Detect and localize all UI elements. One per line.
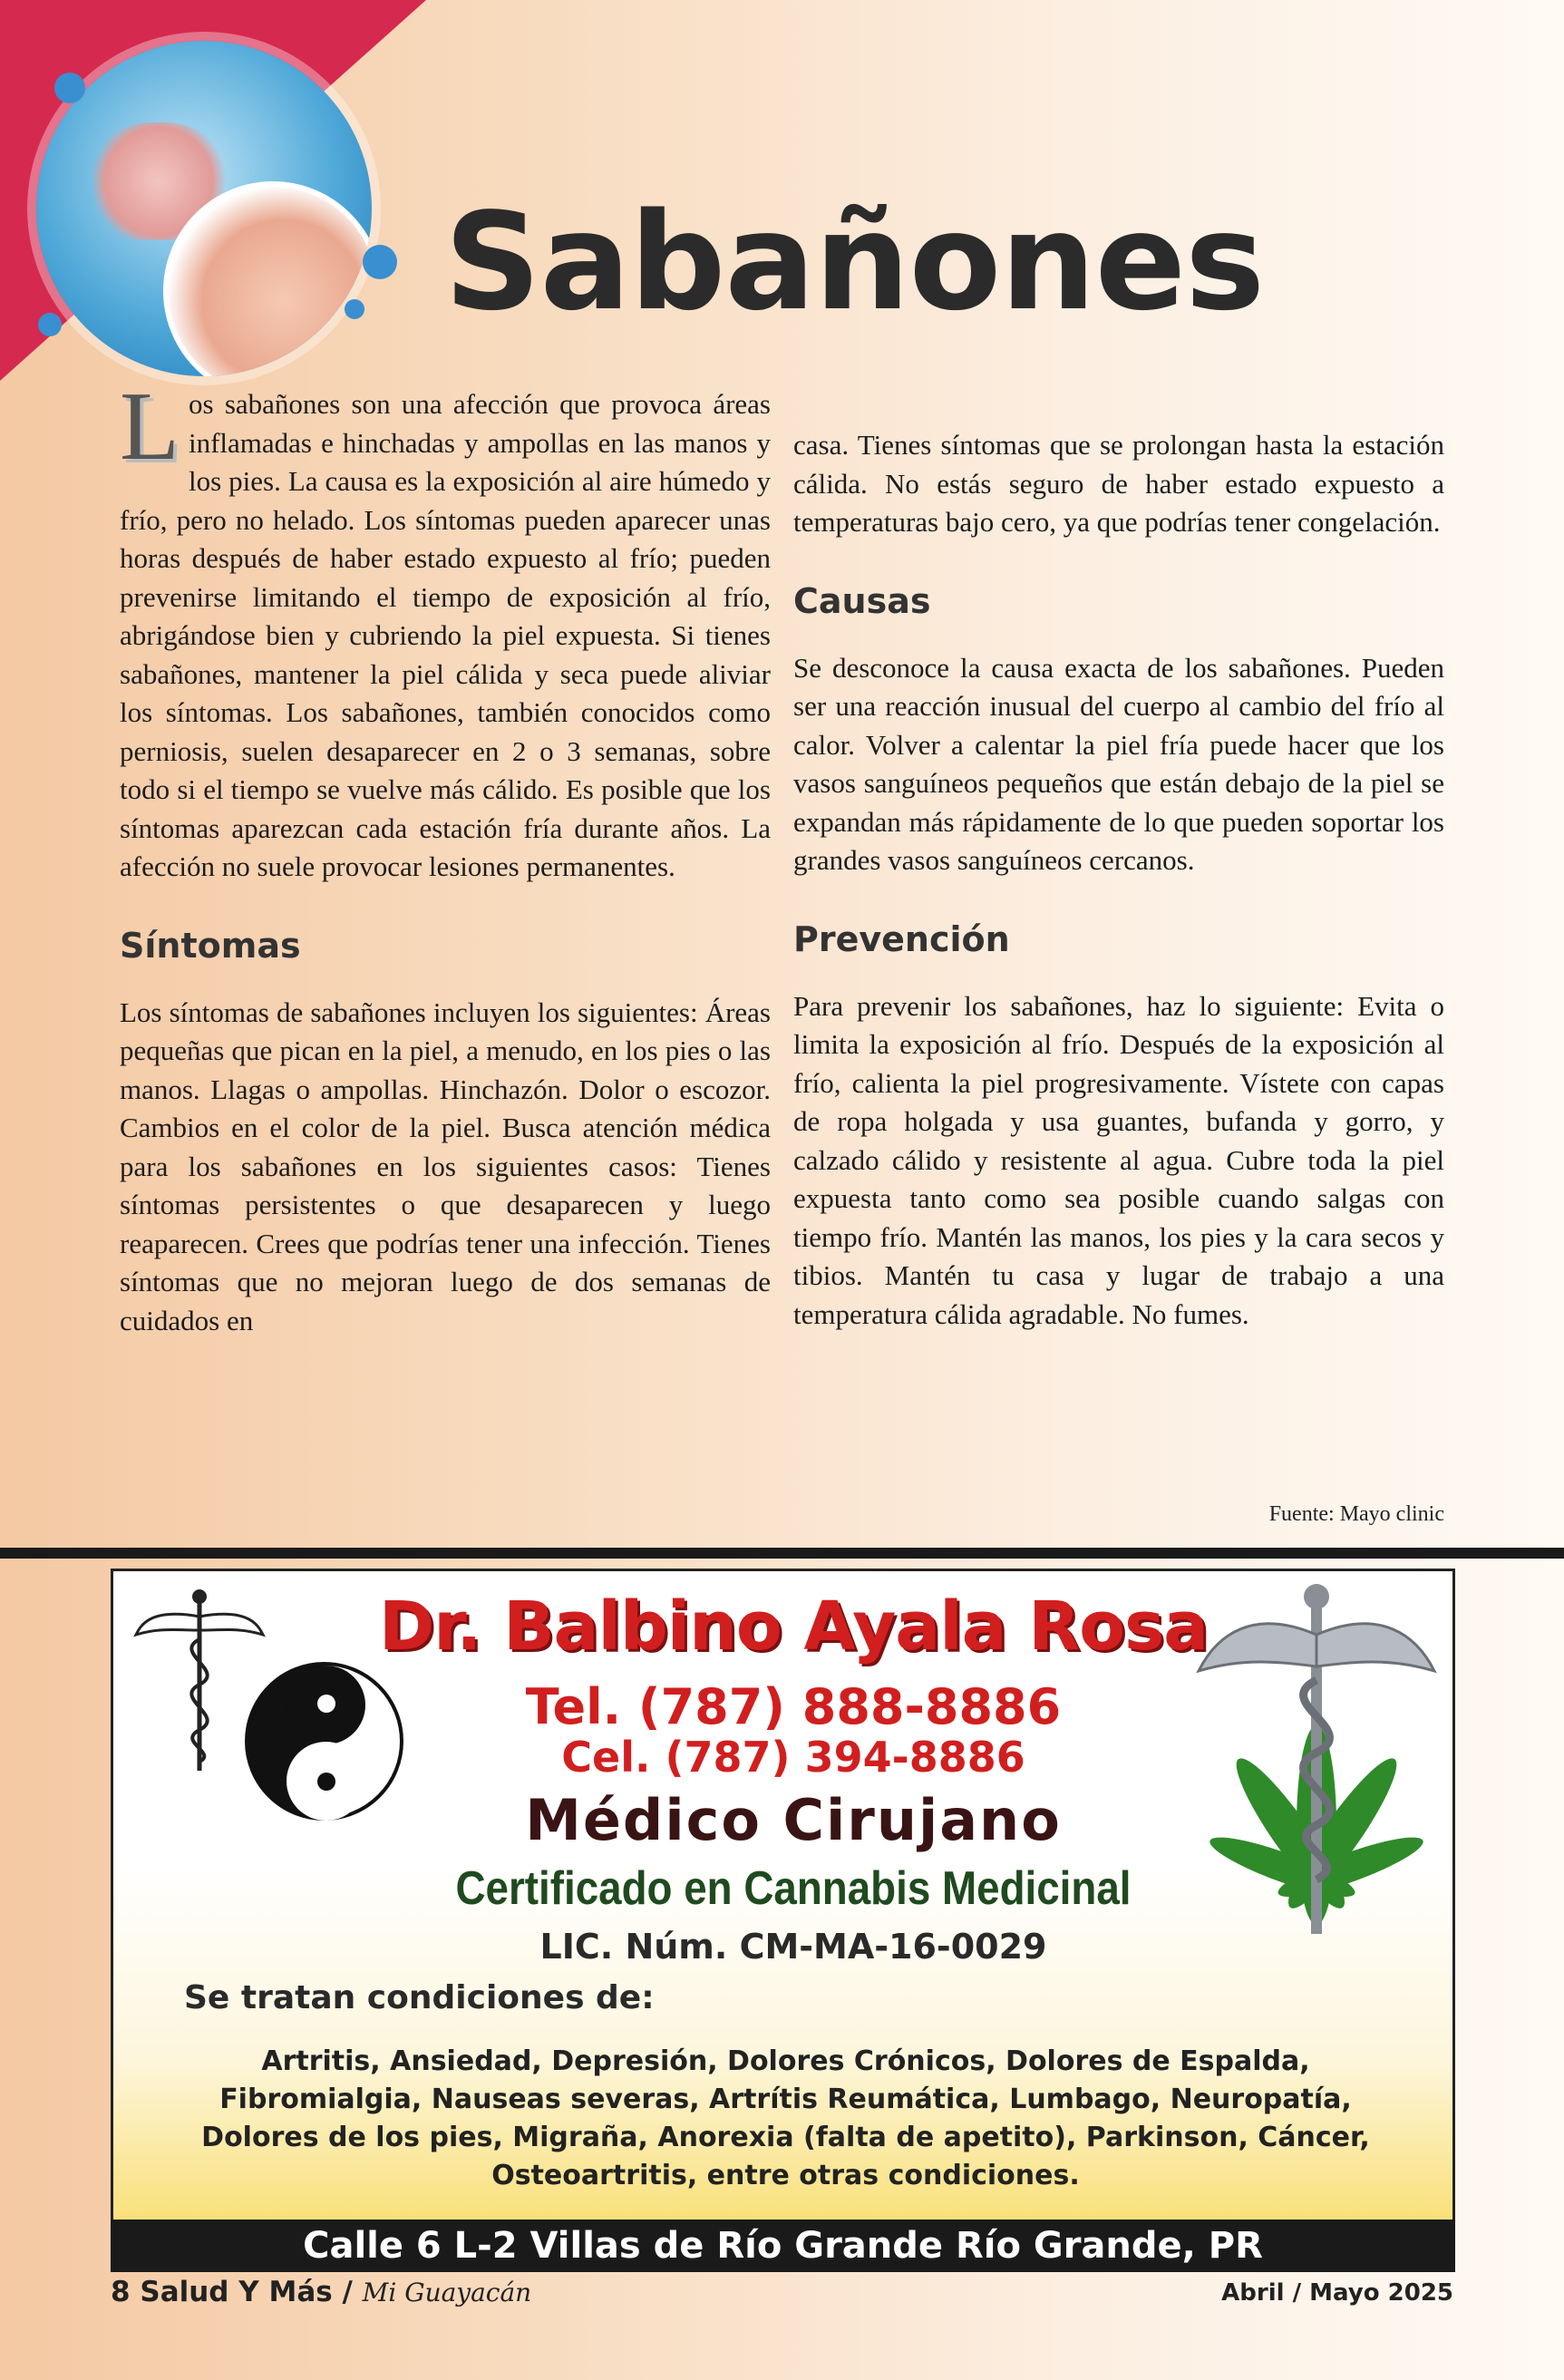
specialty: Médico Cirujano [525, 1787, 1062, 1853]
hero-image-circle [36, 41, 372, 376]
sintomas-paragraph: Los síntomas de sabañones incluyen los siguientes: Áreas pequeñas que pican en la piel, a menudo, en los pies o las manos. Llagas o ampollas. Hinchazón. Dolor o escozor. Cambios en el color de la piel. Busca atención médica para los sabañones en los siguientes casos: Tienes síntomas persistentes o que desaparecen y luego reaparecen. Crees que podrías tener una infección. Tienes síntomas que no mejoran luego de dos semanas de cuidados en [120, 996, 771, 1336]
decor-dot [345, 299, 364, 319]
phone-number: Tel. (787) 888-8886 [525, 1678, 1062, 1735]
article-column-left [120, 373, 771, 1340]
conditions-line: Osteoartritis, entre otras condiciones. [491, 2160, 1080, 2191]
conditions-line: Fibromialgia, Nauseas severas, Artrítis Reumática, Lumbago, Neuropatía, [219, 2084, 1352, 2115]
drop-cap: L [120, 373, 180, 481]
page-and-magazine: 8 Salud Y Más [111, 2276, 333, 2308]
doctor-name: Dr. Balbino Ayala Rosa [378, 1588, 1209, 1666]
footer-page-label [111, 2276, 531, 2308]
license-number: LIC. Núm. CM-MA-16-0029 [539, 1927, 1047, 1967]
divider-bar [0, 1548, 1564, 1559]
conditions-line: Artritis, Ansiedad, Depresión, Dolores Crónicos, Dolores de Espalda, [261, 2045, 1310, 2077]
conditions-list [131, 2043, 1440, 2195]
issue-date: Abril / Mayo 2025 [1221, 2279, 1453, 2307]
causas-paragraph: Se desconoce la causa exacta de los sabañones. Pueden ser una reacción inusual del cuerpo al cambio del frío al calor. Volver a calentar la piel fría puede hacer que los vasos sanguíneos pequeños que están debajo de la piel se expandan más rápidamente de lo que pueden soportar los grandes vasos sanguíneos cercanos. [793, 651, 1444, 876]
article-column-right [793, 426, 1444, 1334]
section-heading-prevencion: Prevención [793, 918, 1010, 959]
treats-heading: Se tratan condiciones de: [184, 1979, 655, 2016]
footer-separator: / [342, 2276, 353, 2308]
article-title: Sabañones [444, 184, 1265, 340]
decor-dot [54, 73, 85, 103]
intro-paragraph [120, 373, 771, 887]
brand-logo-text: Mi Guayacán [362, 2278, 532, 2307]
section-heading-sintomas: Síntomas [120, 925, 301, 966]
doctor-advertisement [111, 1569, 1455, 2223]
prevencion-paragraph: Para prevenir los sabañones, haz lo siguiente: Evita o limita la exposición al frío. Después de la exposición al frío, calienta la piel progresivamente. Vístete con capas de ropa holgada y usa guantes, bufanda y gorro, y calzado cálido y resistente al agua. Cubre toda la piel expuesta tanto como sea posible cuando salgas con tiempo frío. Mantén las manos, los pies y la cara secos y tibios. Mantén tu casa y lugar de trabajo a una temperatura cálida agradable. No fumes. [793, 989, 1444, 1330]
decor-dot [38, 313, 62, 336]
cell-number: Cel. (787) 394-8886 [561, 1733, 1025, 1782]
decor-dot [363, 245, 397, 279]
section-heading-causas: Causas [793, 580, 931, 621]
conditions-line: Dolores de los pies, Migraña, Anorexia (falta de apetito), Parkinson, Cáncer, [201, 2122, 1370, 2153]
source-credit: Fuente: Mayo clinic [1268, 1502, 1444, 1526]
intro-text: os sabañones son una afección que provoca áreas inflamadas e hinchadas y ampollas en las manos y los pies. La causa es la exposición al aire húmedo y frío, pero no helado. Los síntomas pueden aparecer unas horas después de haber estado expuesto al frío; pueden prevenirse limitando el tiempo de exposición al frío, abrigándose bien y cubriendo la piel expuesta. Si tienes sabañones, mantener la piel cálida y seca puede aliviar los síntomas. Los sabañones, también conocidos como perniosis, suelen desaparecer en 2 o 3 semanas, sobre todo si el tiempo se vuelve más cálido. Es posible que los síntomas aparezcan cada estación fría durante años. La afección no suele provocar lesiones permanentes. [120, 388, 771, 882]
certification: Certificado en Cannabis Medicinal [455, 1862, 1132, 1915]
ad-address-bar: Calle 6 L-2 Villas de Río Grande Río Grande, PR [111, 2220, 1455, 2272]
sintomas-paragraph-continued: casa. Tienes síntomas que se prolongan hasta la estación cálida. No estás seguro de haber estado expuesto a temperaturas bajo cero, ya que podrías tener congelación. [793, 429, 1444, 538]
